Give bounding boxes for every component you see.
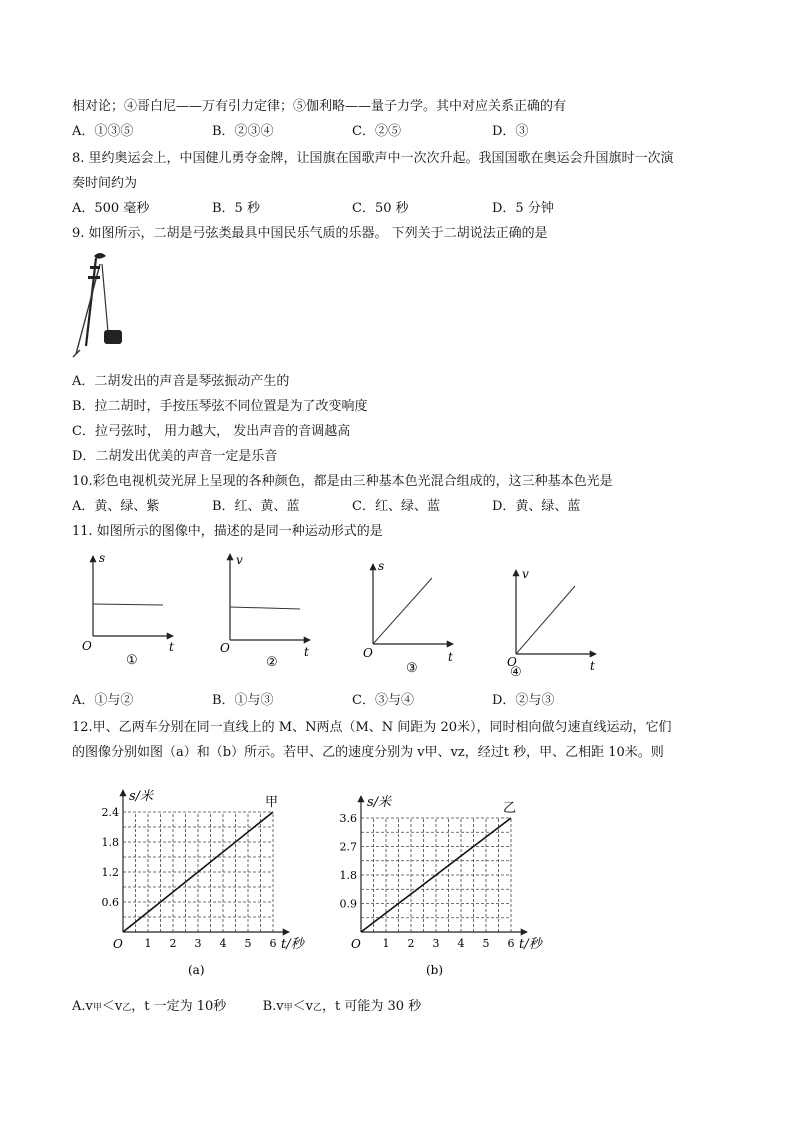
erhu-bow-hair [102,264,108,332]
erhu-neck [86,258,96,346]
q12-a-mid: ＜v [101,999,123,1014]
q11-stem: 11. 如图所示的图像中，描述的是同一种运动形式的是 [72,524,383,539]
chart-b-xtick-label: 1 [382,937,390,950]
g2-data-line [230,607,300,609]
q12-chart-b [325,782,545,992]
erhu-resonator [104,330,122,344]
chart-b-ytick-label: 1.8 [339,869,357,882]
q11-graphs [70,548,630,674]
q7-option-b[interactable]: B．②③④ [212,124,274,139]
q12-b-rest: ，t 可能为 30 秒 [322,999,422,1014]
chart-b-xtick-label: 4 [457,937,465,950]
q8-option-a[interactable]: A．500 毫秒 [72,201,150,216]
q12-a-rest: ，t 一定为 10秒 [131,999,227,1014]
g4-data-line [516,586,575,654]
g2-origin: O [220,641,230,655]
q7-option-d[interactable]: D．③ [492,124,529,139]
chart-b-ylabel: s/米 [367,795,392,810]
chart-a-xtick-label: 2 [169,937,177,950]
q9-option-b[interactable]: B．拉二胡时，手按压琴弦不同位置是为了改变响度 [72,399,368,414]
q12-a-sub2: 乙 [122,1003,132,1013]
g1-origin: O [82,639,92,653]
q10-option-d[interactable]: D．黄、绿、蓝 [492,499,581,514]
erhu-peg-1 [90,266,100,269]
q12-a-prefix: A.v [72,999,93,1014]
g3-number: ③ [406,661,418,674]
q7-option-c[interactable]: C．②⑤ [352,124,401,139]
q12-stem-line1: 12.甲、乙两车分别在同一直线上的 M、N两点（M、N 间距为 20米），同时相向做匀速直线运动，它们 [72,720,672,735]
g4-number: ④ [510,665,522,680]
q11-graph-1 [82,551,174,668]
q12-b-mid: ＜v [292,999,313,1014]
chart-a-xtick-label: 6 [269,937,277,950]
chart-b-title: (b) [426,963,444,977]
chart-a-series-name: 甲 [265,795,279,810]
chart-b-xtick-label: 6 [507,937,515,950]
g2-xlabel: t [304,645,309,659]
chart-a-ytick-label: 0.6 [101,896,119,909]
chart-a-ytick-label: 1.8 [101,836,119,849]
g1-xlabel: t [169,640,174,654]
q7-option-a[interactable]: A．①③⑤ [72,124,134,139]
q12-stem-line2: 的图像分别如图（a）和（b）所示。若甲、乙的速度分别为 v甲、vz，经过t 秒，甲、乙相距 10米。则 [72,745,664,760]
q12-chart-a [95,782,305,987]
chart-a-title: (a) [188,963,205,977]
q12-a-sub: 甲 [92,1003,102,1013]
q11-option-d[interactable]: D．②与③ [492,693,555,708]
chart-a-origin: O [113,937,123,951]
chart-a-xtick-label: 4 [219,937,227,950]
g4-origin: O [507,655,517,669]
chart-b-series-name: 乙 [503,801,517,816]
q11-option-b[interactable]: B．①与③ [212,693,274,708]
g4-ylabel: v [522,567,529,581]
q10-option-c[interactable]: C．红、绿、蓝 [352,499,440,514]
q7-stem: 相对论；④哥白尼——万有引力定律；⑤伽利略——量子力学。其中对应关系正确的有 [72,99,567,114]
q12-b-prefix: B.v [262,999,284,1014]
q9-stem: 9. 如图所示，二胡是弓弦类最具中国民乐气质的乐器。 下列关于二胡说法正确的是 [72,226,548,241]
q11-graph-4 [507,567,596,673]
chart-a-xtick-label: 3 [194,937,202,950]
chart-a-ytick-label: 1.2 [101,866,119,879]
chart-a-xtick-label: 1 [144,937,152,950]
q10-option-a[interactable]: A．黄、绿、紫 [72,499,160,514]
chart-b-xlabel: t/秒 [519,937,542,952]
q11-option-a[interactable]: A．①与② [72,693,134,708]
g3-ylabel: s [378,559,385,573]
g1-ylabel: s [99,551,106,565]
q9-option-d[interactable]: D．二胡发出优美的声音一定是乐音 [72,449,278,464]
g1-data-line [93,604,163,605]
q9-option-a[interactable]: A．二胡发出的声音是琴弦振动产生的 [72,374,290,389]
chart-a-ytick-label: 2.4 [101,806,119,819]
q10-stem: 10.彩色电视机荧光屏上呈现的各种颜色，都是由三种基本色光混合组成的，这三种基本色光是 [72,474,613,489]
erhu-peg-2 [88,276,100,279]
q9-option-c[interactable]: C．拉弓弦时， 用力越大， 发出声音的音调越高 [72,424,351,439]
q8-stem-line2: 奏时间约为 [72,176,138,191]
q12-option-b[interactable] [263,999,422,1014]
q11-option-c[interactable]: C．③与④ [352,693,414,708]
q12-option-a[interactable] [72,999,226,1014]
q12-b-sub: 甲 [283,1003,293,1013]
q12-options [72,998,421,1017]
q12-b-sub2: 乙 [312,1003,322,1013]
chart-b-xtick-label: 3 [432,937,440,950]
q8-stem-line1: 8. 里约奥运会上，中国健儿勇夺金牌，让国旗在国歌声中一次次升起。我国国歌在奥运会升国旗时一次演 [72,151,674,166]
chart-b-origin: O [351,937,361,951]
chart-b-ytick-label: 0.9 [339,897,357,911]
chart-b-xtick-label: 5 [482,937,490,950]
chart-b-ytick-label: 3.6 [339,812,357,825]
erhu-scroll [94,253,106,259]
q10-option-b[interactable]: B．红、黄、蓝 [212,499,300,514]
q8-option-c[interactable]: C．50 秒 [352,201,409,216]
erhu-illustration [70,250,132,360]
chart-a-xlabel: t/秒 [281,937,304,952]
q11-graph-3 [363,559,453,674]
g2-ylabel: v [236,553,243,567]
g3-xlabel: t [448,650,453,664]
chart-a-xtick-label: 5 [244,937,252,950]
g1-number: ① [126,653,138,668]
q8-option-d[interactable]: D．5 分钟 [492,201,554,216]
chart-b-xtick-label: 2 [407,937,415,950]
g4-xlabel: t [590,659,595,673]
chart-b-ytick-label: 2.7 [339,840,357,854]
g3-data-line [373,578,432,644]
q8-option-b[interactable]: B．5 秒 [212,201,260,216]
g3-origin: O [363,646,373,660]
g2-number: ② [266,655,278,670]
chart-a-ylabel: s/米 [129,789,154,804]
q11-graph-2 [220,553,310,670]
